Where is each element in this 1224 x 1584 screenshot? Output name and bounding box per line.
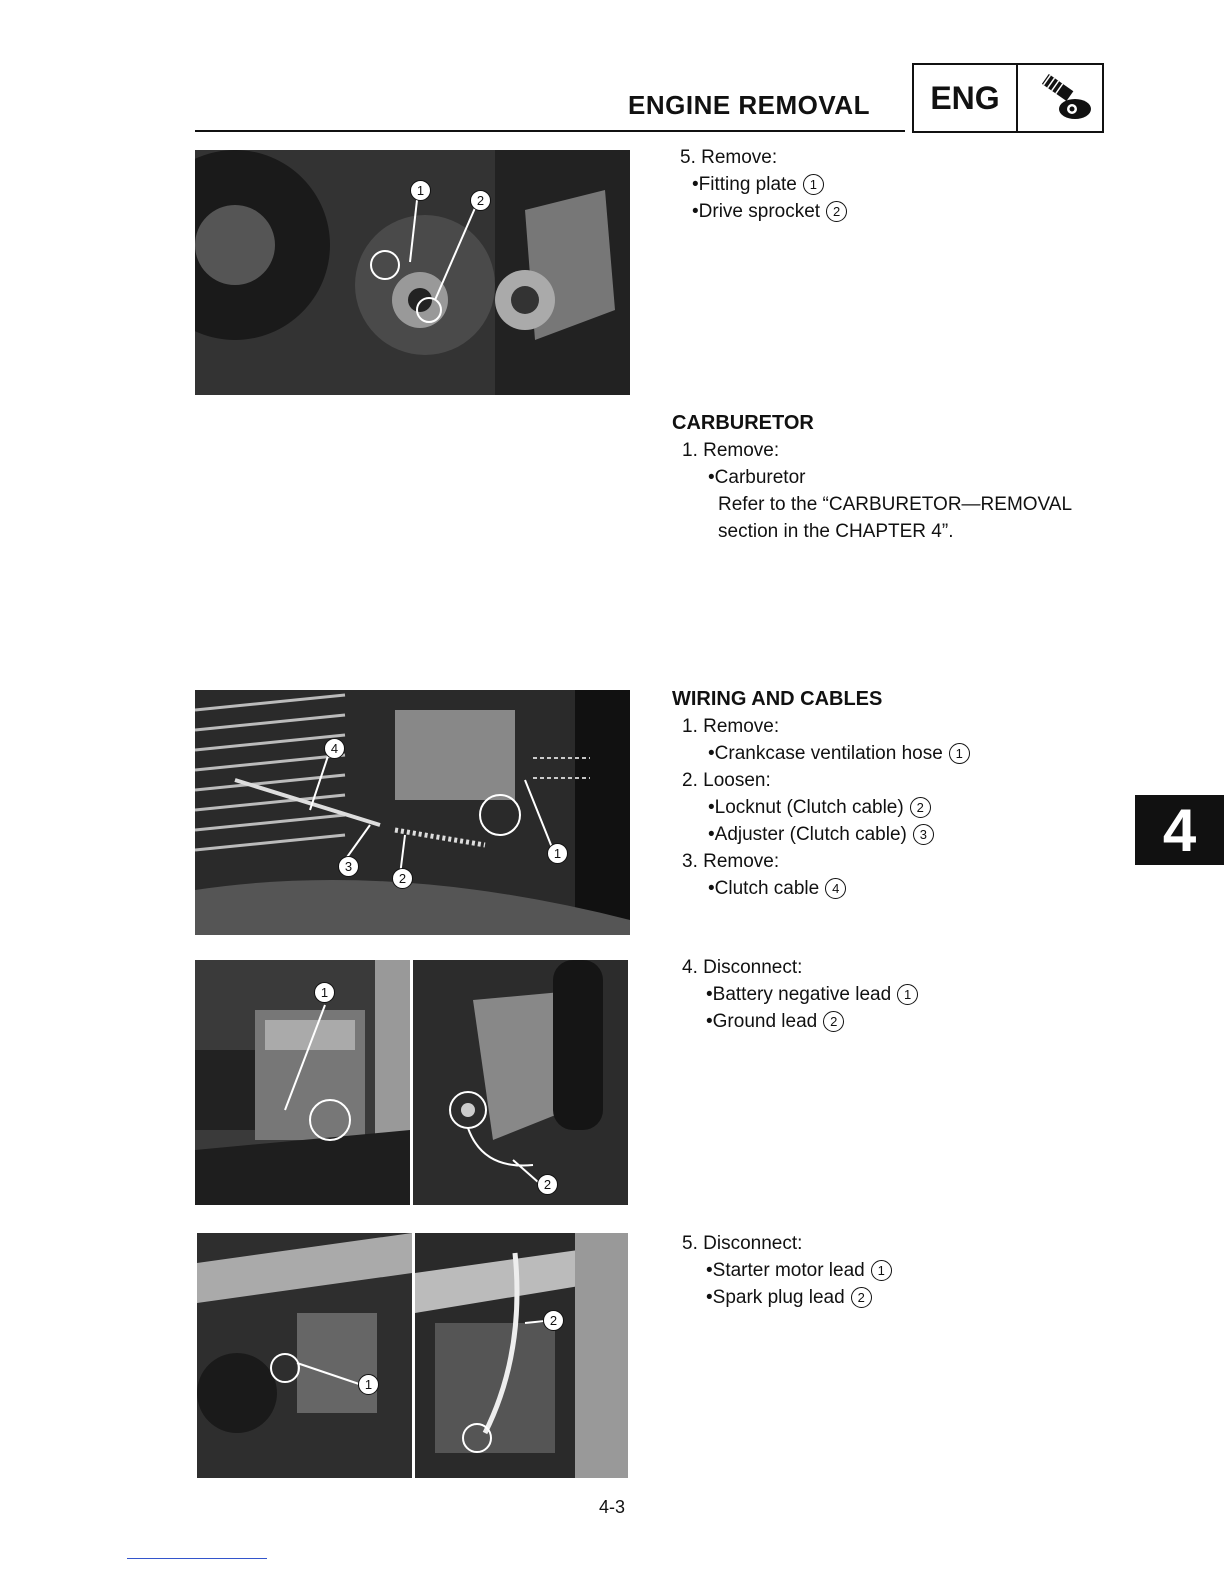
item-text: •Fitting plate [692, 174, 797, 195]
list-item: •Carburetor [708, 467, 806, 488]
step-heading: 3. Remove: [682, 851, 780, 872]
callout-number: 4 [825, 878, 846, 899]
section-title: CARBURETOR [672, 412, 814, 434]
page-title: ENGINE REMOVAL [628, 90, 870, 120]
step5-wiring-block [682, 1230, 892, 1311]
step-heading: 1. Remove: [682, 716, 780, 737]
item-text: •Crankcase ventilation hose [708, 743, 943, 764]
callout-label: 1 [358, 1374, 379, 1395]
clutch-cable-photo [195, 690, 630, 935]
step-heading: 2. Loosen: [682, 770, 771, 791]
callout-number: 2 [826, 201, 847, 222]
callout-number: 1 [949, 743, 970, 764]
step-heading: 5. Remove: [680, 147, 778, 168]
chapter-tab: 4 [1135, 795, 1224, 865]
starter-motor-photo [197, 1233, 412, 1478]
spark-plug-photo [415, 1233, 628, 1478]
callout-number: 2 [910, 797, 931, 818]
list-item [680, 171, 847, 198]
section-badge [912, 63, 1104, 133]
list-item [680, 198, 847, 225]
list-item [672, 875, 970, 902]
item-text: •Starter motor lead [706, 1260, 865, 1281]
list-item [672, 794, 970, 821]
wiring-section [672, 686, 970, 902]
item-text: •Spark plug lead [706, 1287, 845, 1308]
callout-label: 2 [392, 868, 413, 889]
item-text: •Adjuster (Clutch cable) [708, 824, 907, 845]
section-title: WIRING AND CABLES [672, 688, 883, 710]
item-text: •Drive sprocket [692, 201, 821, 222]
callout-label: 1 [410, 180, 431, 201]
callout-label: 1 [314, 982, 335, 1003]
callout-number: 1 [897, 984, 918, 1005]
callout-number: 1 [871, 1260, 892, 1281]
item-text: •Clutch cable [708, 878, 820, 899]
step4-block [682, 954, 918, 1035]
section-badge-label: ENG [914, 65, 1018, 131]
list-item [682, 981, 918, 1008]
battery-lead-photo [195, 960, 410, 1205]
item-text: •Battery negative lead [706, 984, 892, 1005]
step-heading: 1. Remove: [682, 440, 780, 461]
note-text: section in the CHAPTER 4”. [718, 521, 954, 542]
step-heading: 5. Disconnect: [682, 1233, 803, 1254]
callout-label: 2 [543, 1310, 564, 1331]
callout-label: 1 [547, 843, 568, 864]
callout-label: 4 [324, 738, 345, 759]
step5-block [680, 144, 847, 225]
item-text: •Locknut (Clutch cable) [708, 797, 904, 818]
callout-number: 3 [913, 824, 934, 845]
callout-number: 1 [803, 174, 824, 195]
footer-line [127, 1558, 267, 1559]
ground-lead-photo [413, 960, 628, 1205]
page-number: 4-3 [598, 1497, 625, 1517]
callout-label: 3 [338, 856, 359, 877]
step-heading: 4. Disconnect: [682, 957, 803, 978]
list-item [682, 1284, 892, 1311]
list-item [682, 1008, 918, 1035]
list-item [682, 1257, 892, 1284]
engine-icon [1018, 65, 1102, 131]
callout-number: 2 [851, 1287, 872, 1308]
callout-label: 2 [470, 190, 491, 211]
callout-label: 2 [537, 1174, 558, 1195]
note-text: Refer to the “CARBURETOR—REMOVAL [718, 494, 1073, 515]
list-item [672, 740, 970, 767]
header-rule [195, 130, 905, 132]
carburetor-section [672, 410, 1072, 545]
item-text: •Ground lead [706, 1011, 818, 1032]
callout-number: 2 [823, 1011, 844, 1032]
list-item [672, 821, 970, 848]
